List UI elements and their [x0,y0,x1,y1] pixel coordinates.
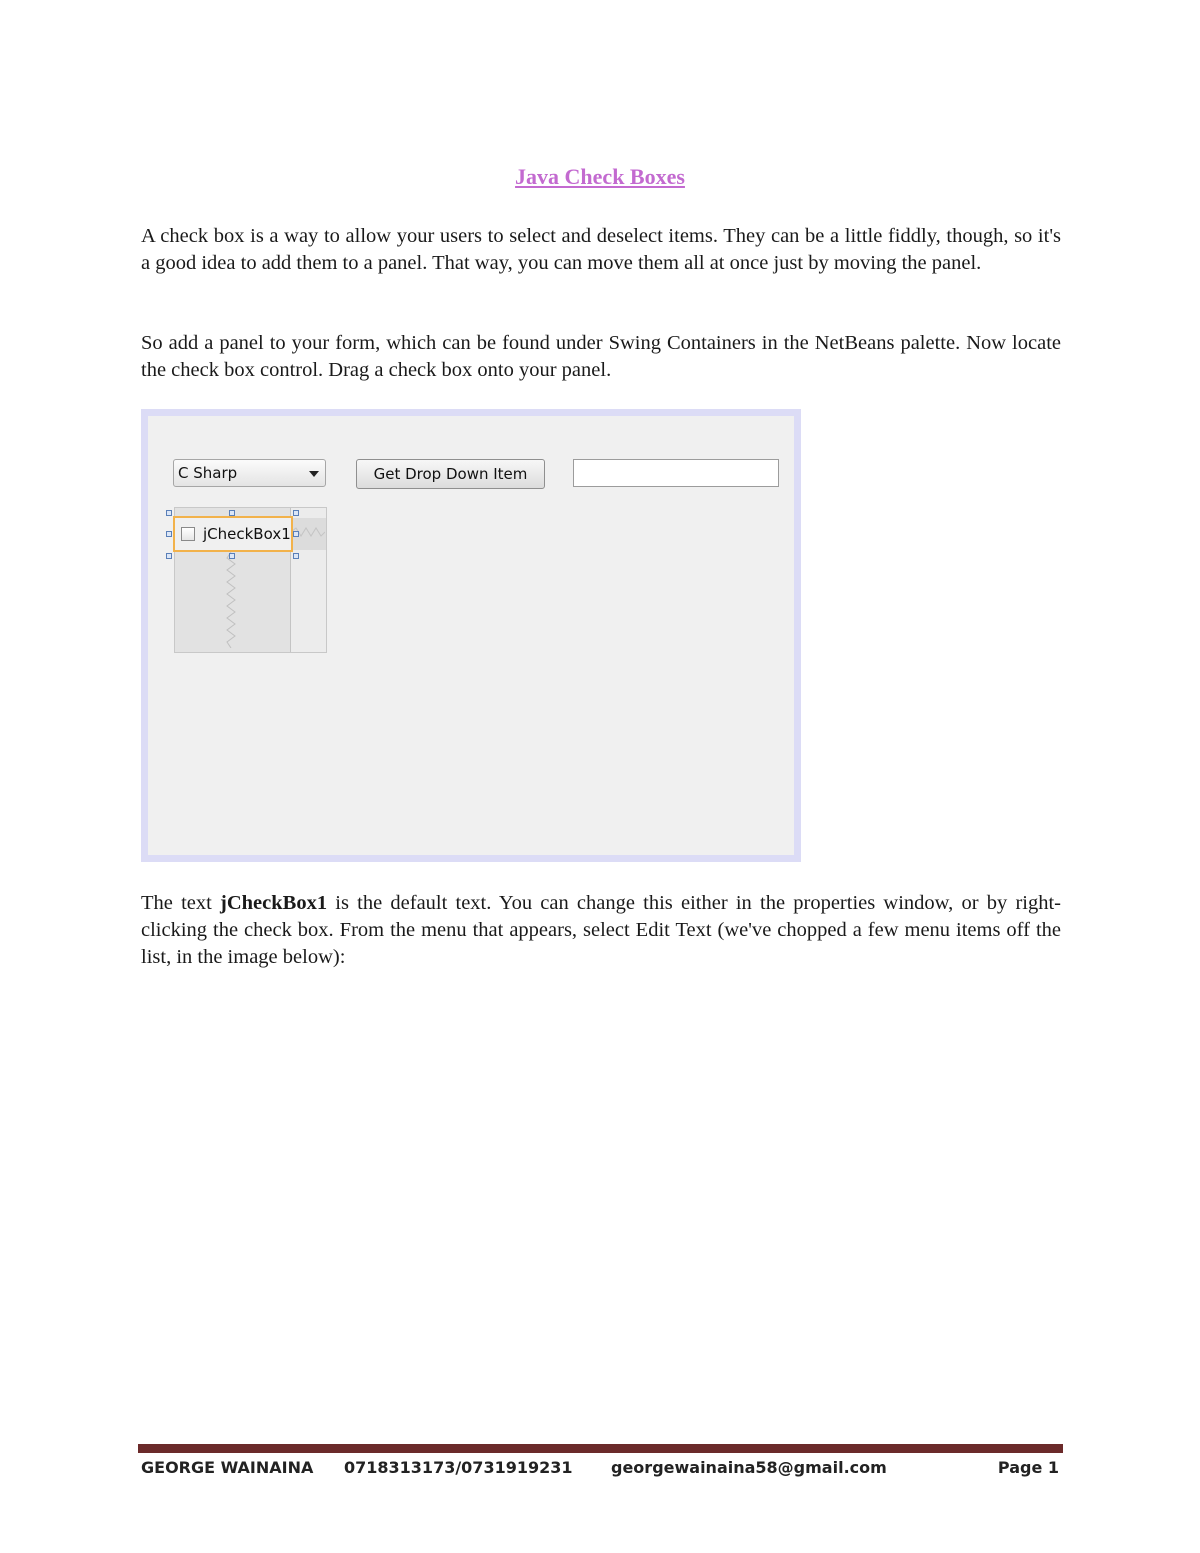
footer-rule [138,1444,1063,1453]
footer-author: GEORGE WAINAINA [141,1458,314,1477]
resize-handle[interactable] [166,510,172,516]
checkbox-label: jCheckBox1 [203,525,291,543]
footer-email: georgewainaina58@gmail.com [611,1458,887,1477]
netbeans-form-screenshot [141,409,801,862]
chevron-down-icon [309,471,319,477]
resize-handle[interactable] [293,553,299,559]
bold-term: jCheckBox1 [220,892,328,914]
resize-handle[interactable] [229,510,235,516]
checkbox-square[interactable] [181,527,195,541]
resize-handle[interactable] [229,553,235,559]
get-drop-down-item-button[interactable]: Get Drop Down Item [356,459,545,489]
resize-zigzag-icon [225,552,237,648]
footer-phone: 0718313173/0731919231 [344,1458,573,1477]
paragraph-instructions: So add a panel to your form, which can be found under Swing Containers in the NetBeans palette. Now locate the check box control. Drag a check box onto your panel. [141,332,1061,381]
paragraph-intro: A check box is a way to allow your users to select and deselect items. They can be a little fiddly, though, so it's a good idea to add them to a panel. That way, you can move them all at once just by moving the panel. [141,225,1061,274]
resize-handle[interactable] [293,510,299,516]
paragraph-text: is the default text. You can change this either in the properties window, or by right-clicking the check box. From the menu that appears, select Edit Text (we've chopped a few menu items off the list, in the image below): [141,892,1061,968]
paragraph-text: The text [141,892,221,914]
resize-handle[interactable] [166,553,172,559]
page-title: Java Check Boxes [515,164,685,189]
page-number: Page 1 [997,1458,1059,1477]
combo-value: C Sharp [178,464,238,482]
paragraph-default-text [141,890,1061,971]
language-combo-box[interactable] [173,459,326,487]
result-text-field[interactable] [573,459,779,487]
page-footer [141,1458,1059,1484]
resize-handle[interactable] [166,531,172,537]
jcheckbox1-selected[interactable] [173,516,293,552]
resize-handle[interactable] [293,531,299,537]
